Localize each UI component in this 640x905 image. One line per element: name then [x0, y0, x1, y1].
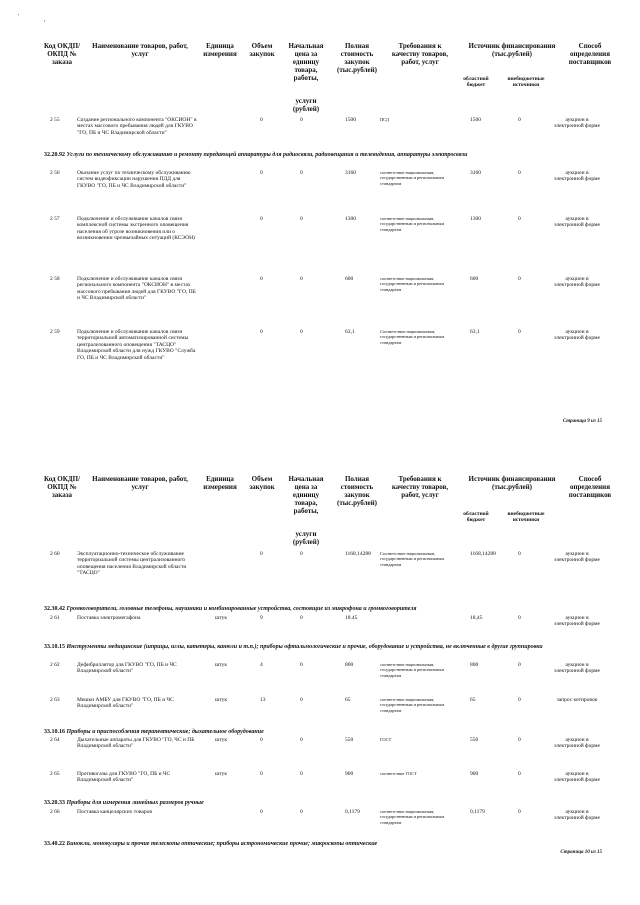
row-requirements: соответствие национальным, государственным и региональным стандартам: [380, 697, 445, 713]
row-num: 2 66: [50, 809, 60, 815]
row-extra: 0: [518, 117, 521, 123]
row-cost: 900: [345, 771, 354, 777]
row-volume: 0: [260, 551, 263, 557]
row-price: 0: [300, 551, 303, 557]
row-volume: 4: [260, 662, 263, 668]
row-cost: 800: [345, 662, 354, 668]
row-extra: 0: [518, 737, 521, 743]
row-cost: 3160: [345, 170, 356, 176]
group-text: Бинокли, монокуляры и прочие телескопы оптические; приборы астрономические прочие; микроскопы оптические: [66, 841, 378, 847]
row-method: аукцион в электронной форме: [554, 170, 600, 183]
header-method: Способ определения поставщиков: [568, 475, 612, 499]
row-volume: 0: [260, 809, 263, 815]
page-number: Страница 10 из 15: [560, 850, 602, 855]
row-volume: 0: [260, 737, 263, 743]
row-extra: 0: [518, 170, 521, 176]
header-price: Начальная цена за единицу товара, работы,: [288, 42, 324, 82]
header-code: Код ОКДП/ ОКПД № заказа: [43, 475, 81, 499]
page-1: [0, 0, 640, 440]
row-method: аукцион в электронной форме: [554, 809, 600, 822]
row-requirements: соответствие национальным, государственным и региональным стандартам: [380, 809, 445, 825]
row-requirements: ПСД: [380, 117, 389, 122]
row-name: Дыхательные аппараты для ГКУВО "ГО, ЧС и ПБ Владимирской области": [77, 737, 195, 750]
row-regional: 18,45: [470, 615, 483, 621]
group-heading: [44, 152, 604, 159]
row-requirements: ГОСТ: [380, 737, 392, 742]
group-text: Услуги по техническому обслуживанию и ремонту передающей аппаратуры для радиосвязи, радиовещания и телевидения, аппаратуры электросвязи: [66, 152, 468, 158]
row-cost: 550: [345, 737, 354, 743]
row-name: Дефибриллятор для ГКУВО "ГО, ПБ и ЧС Владимирской области": [77, 662, 177, 675]
row-cost: 1168,14288: [345, 551, 371, 557]
row-num: 2 65: [50, 771, 60, 777]
group-heading: [44, 644, 604, 651]
header-method: Способ определения поставщиков: [568, 42, 612, 66]
row-extra: 0: [518, 697, 521, 703]
row-requirements: Соответствие национальным, государственным и региональным стандартам: [380, 329, 445, 345]
group-code: 33.10.15: [44, 644, 65, 650]
row-price: 0: [300, 737, 303, 743]
row-regional: 0,1179: [470, 809, 485, 815]
row-volume: 9: [260, 615, 263, 621]
row-num: 2 64: [50, 737, 60, 743]
row-regional: 3160: [470, 170, 481, 176]
row-name: Эксплуатационно-техническое обслуживание территориальной системы централизованного оповещения населения Владимирской области "ТАСЦО": [77, 551, 187, 577]
row-cost: 1300: [345, 216, 356, 222]
row-extra: 0: [518, 216, 521, 222]
row-regional: 800: [470, 662, 479, 668]
row-name: Создание регионального компонента "ОКСИОН" в местах массового пребывания людей для ГКУВО "ГО, ПБ и ЧС Владимирской области": [77, 117, 197, 136]
row-num: 2 57: [50, 216, 60, 222]
row-name: Мешки АМБУ для ГКУВО "ГО, ПБ и ЧС Владимирской области": [77, 697, 174, 710]
group-heading: [44, 841, 494, 848]
header-price-cont: услуги (рублей): [292, 530, 320, 546]
row-requirements: соответствие национальным, государственным и региональным стандартам: [380, 216, 445, 232]
row-method: аукцион в электронной форме: [554, 737, 600, 750]
row-price: 0: [300, 329, 303, 335]
row-name: Подключение и обслуживание каналов связи территориальной автоматизированной системы централизованного оповещения "ТАСЦО" Владимирской области для нужд ГКУВО "Служба ГО, ПБ и ЧС Владимирской области": [77, 329, 196, 361]
group-heading: [44, 800, 604, 807]
row-requirements: Соответствие национальным, государственным и региональным стандартам: [380, 551, 445, 567]
row-num: 2 55: [50, 117, 60, 123]
header-cost: Полная стоимость закупок (тыс.рублей): [336, 475, 378, 507]
scan-mark: ': [18, 14, 20, 20]
header-volume: Объем закупок: [249, 42, 275, 58]
row-unit: штук: [215, 615, 227, 621]
header-name: Наименование товаров, работ, услуг: [92, 475, 188, 491]
row-method: аукцион в электронной форме: [554, 662, 600, 675]
group-heading: [44, 729, 604, 736]
row-regional: 600: [470, 276, 479, 282]
header-price: Начальная цена за единицу товара, работы,: [288, 475, 324, 515]
header-source: Источник финансирования (тыс.рублей): [468, 42, 556, 58]
row-price: 0: [300, 216, 303, 222]
row-price: 0: [300, 697, 303, 703]
row-price: 0: [300, 117, 303, 123]
group-code: 32.20.92: [44, 152, 65, 158]
row-method: аукцион в электронной форме: [554, 551, 600, 564]
row-price: 0: [300, 809, 303, 815]
row-regional: 1500: [470, 117, 481, 123]
row-volume: 0: [260, 771, 263, 777]
row-requirements: соответствие национальным, государственным и региональным стандартам: [380, 662, 445, 678]
header-source-extra: внебюджетные источники: [507, 511, 545, 523]
header-name: Наименование товаров, работ, услуг: [92, 42, 188, 58]
row-regional: 1300: [470, 216, 481, 222]
row-cost: 1500: [345, 117, 356, 123]
group-heading: [44, 606, 604, 613]
header-price-cont: услуги (рублей): [292, 97, 320, 113]
row-name: Поставка электромегафона: [77, 615, 141, 621]
row-requirements: соответствие национальным, государственным и региональным стандартам: [380, 170, 445, 186]
row-num: 2 63: [50, 697, 60, 703]
row-num: 2 60: [50, 551, 60, 557]
row-regional: 1168,14288: [470, 551, 496, 557]
row-volume: 0: [260, 170, 263, 176]
row-price: 0: [300, 170, 303, 176]
header-source: Источник финансирования (тыс.рублей): [468, 475, 556, 491]
row-unit: штук: [215, 662, 227, 668]
row-cost: 65: [345, 697, 351, 703]
row-cost: 0,1179: [345, 809, 360, 815]
group-code: 33.20.33: [44, 800, 65, 806]
row-volume: 13: [260, 697, 266, 703]
row-price: 0: [300, 662, 303, 668]
row-volume: 0: [260, 329, 263, 335]
header-code: Код ОКДП/ ОКПД № заказа: [43, 42, 81, 66]
row-name: Поставка канцелярских товаров: [77, 809, 152, 815]
row-price: 0: [300, 615, 303, 621]
row-cost: 600: [345, 276, 354, 282]
row-method: аукцион в электронной форме: [554, 216, 600, 229]
row-method: аукцион в электронной форме: [554, 615, 600, 628]
header-source-regional: областной бюджет: [463, 76, 489, 88]
row-cost: 18.45: [345, 615, 358, 621]
group-text: Приборы для измерения линейных размеров ручные: [66, 800, 204, 806]
row-unit: штук: [215, 697, 227, 703]
row-method: аукцион в электронной форме: [554, 117, 600, 130]
row-method: запрос котировок: [556, 697, 598, 703]
group-code: 33.10.16: [44, 729, 65, 735]
row-volume: 0: [260, 216, 263, 222]
row-extra: 0: [518, 276, 521, 282]
row-name: Подключение и обслуживание каналов связи регионального компонента "ОКСИОН" в местах массового пребывания людей для ГКУВО "ГО, ПБ и ЧС Владимирской области": [77, 276, 196, 302]
row-volume: 0: [260, 276, 263, 282]
row-method: аукцион в электронной форме: [554, 771, 600, 784]
group-code: 33.40.22: [44, 841, 65, 847]
row-method: аукцион в электронной форме: [554, 329, 600, 342]
row-method: аукцион в электронной форме: [554, 276, 600, 289]
header-volume: Объем закупок: [249, 475, 275, 491]
header-req: Требования к качеству товаров, работ, услуг: [391, 475, 449, 499]
row-requirements: соответствие ГОСТ: [380, 771, 417, 776]
row-regional: 550: [470, 737, 479, 743]
group-code: 32.30.42: [44, 606, 65, 612]
group-text: Приборы и приспособления терапевтические; дыхательное оборудование: [66, 729, 264, 735]
row-price: 0: [300, 276, 303, 282]
row-num: 2 61: [50, 615, 60, 621]
row-volume: 0: [260, 117, 263, 123]
header-source-regional: областной бюджет: [463, 511, 489, 523]
row-num: 2 58: [50, 276, 60, 282]
row-unit: штук: [215, 737, 227, 743]
row-regional: 63,1: [470, 329, 480, 335]
row-regional: 65: [470, 697, 476, 703]
group-text: Инструменты медицинские (шприцы, иглы, катетеры, канюли и т.п.); приборы офтальмологические и прочие, оборудование и устройства, не включенные в другие группировки: [66, 644, 543, 650]
row-num: 2 56: [50, 170, 60, 176]
header-unit: Единица измерения: [203, 475, 237, 491]
row-cost: 63,1: [345, 329, 355, 335]
scan-mark: ,: [44, 17, 46, 23]
page-2: [0, 440, 640, 905]
row-regional: 900: [470, 771, 479, 777]
row-requirements: соответствие национальным, государственным и региональным стандартам: [380, 276, 445, 292]
row-extra: 0: [518, 551, 521, 557]
row-extra: 0: [518, 771, 521, 777]
row-extra: 0: [518, 329, 521, 335]
row-extra: 0: [518, 662, 521, 668]
row-name: Оказание услуг по техническому обслуживанию систем видеофиксации нарушения ПДД для ГКУВО "ГО, ПБ и ЧС Владимирской области": [77, 170, 191, 189]
row-name: Противогазы для ГКУВО "ГО, ПБ и ЧС Владимирской области": [77, 771, 171, 784]
group-text: Громкоговорители, головные телефоны, наушники и комбинированные устройства, состоящие из микрофона и громкоговорителя: [66, 606, 417, 612]
page-number: Страница 9 из 15: [562, 419, 602, 424]
row-extra: 0: [518, 809, 521, 815]
header-unit: Единица измерения: [203, 42, 237, 58]
row-name: Подключение и обслуживание каналов связи комплексной системы экстренного оповещения населения об угрозе возникновения или о возникновении чрезвычайных ситуаций (КСЭОН): [77, 216, 195, 242]
row-extra: 0: [518, 615, 521, 621]
row-unit: штук: [215, 771, 227, 777]
row-price: 0: [300, 771, 303, 777]
row-num: 2 59: [50, 329, 60, 335]
header-req: Требования к качеству товаров, работ, услуг: [391, 42, 449, 66]
header-source-extra: внебюджетные источники: [507, 76, 545, 88]
row-num: 2 62: [50, 662, 60, 668]
header-cost: Полная стоимость закупок (тыс.рублей): [336, 42, 378, 74]
